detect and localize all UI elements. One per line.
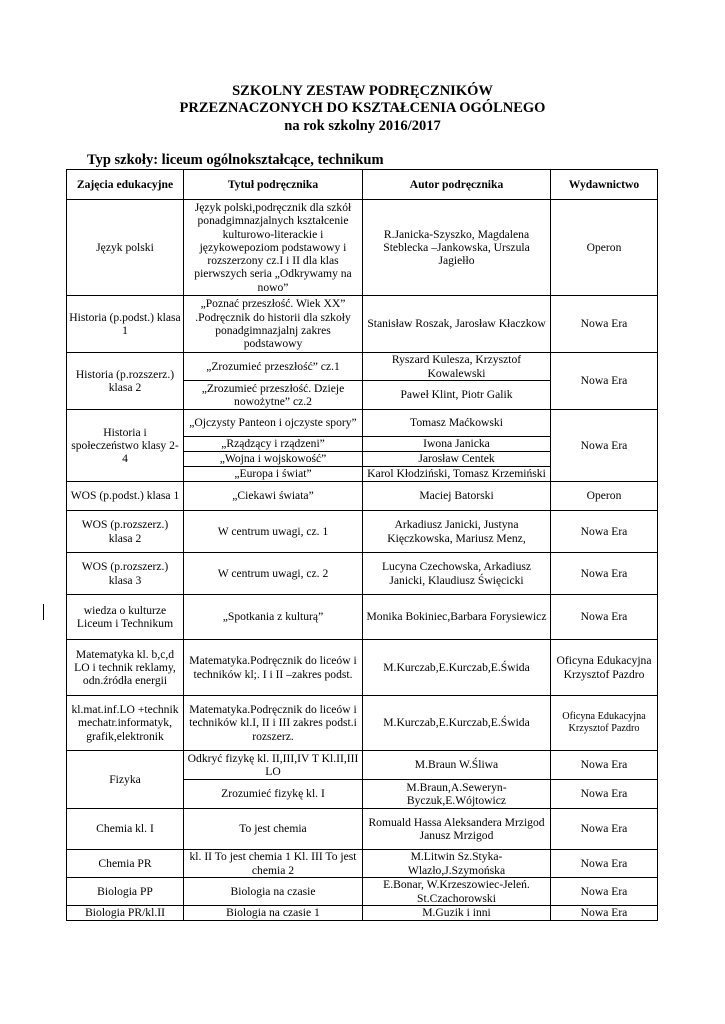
- cell-author: M.Kurczab,E.Kurczab,E.Świda: [363, 696, 551, 751]
- table-row: [67, 595, 658, 640]
- cell-publisher: Nowa Era: [551, 410, 658, 482]
- cell-author: Lucyna Czechowska, Arkadiusz Janicki, Klaudiusz Święcicki: [363, 553, 551, 595]
- cell-title: To jest chemia: [184, 809, 363, 850]
- cell-author: R.Janicka-Szyszko, Magdalena Steblecka –Jankowska, Urszula Jagiełło: [363, 200, 551, 296]
- cell-title: Matematyka.Podręcznik do liceów i techników kl;. I i II –zakres podst.: [184, 640, 363, 696]
- cell-publisher: Nowa Era: [551, 809, 658, 850]
- cell-title: „Ojczysty Panteon i ojczyste spory”: [184, 410, 363, 437]
- cell-subject: Historia (p.podst.) klasa 1: [67, 296, 184, 353]
- cell-publisher: Nowa Era: [551, 878, 658, 906]
- table-row: [67, 353, 658, 381]
- cell-author: M.Kurczab,E.Kurczab,E.Świda: [363, 640, 551, 696]
- cell-title: „Ciekawi świata”: [184, 482, 363, 511]
- cell-publisher: Oficyna Edukacyjna Krzysztof Pazdro: [551, 696, 658, 751]
- cell-subject: Historia (p.rozszerz.) klasa 2: [67, 353, 184, 410]
- cell-subject: Chemia kl. I: [67, 809, 184, 850]
- cell-subject: WOS (p.rozszerz.) klasa 3: [67, 553, 184, 595]
- table-row: [67, 850, 658, 878]
- table-row: [67, 482, 658, 511]
- cell-title: „Zrozumieć przeszłość. Dzieje nowożytne” cz.2: [184, 381, 363, 410]
- col-header-author: Autor podręcznika: [363, 170, 551, 200]
- doc-title-line1: SZKOLNY ZESTAW PODRĘCZNIKÓW: [232, 83, 493, 99]
- table-row: [67, 751, 658, 780]
- cell-subject: Matematyka kl. b,c,d LO i technik reklamy, odn.źródła energii: [67, 640, 184, 696]
- cell-title: „Zrozumieć przeszłość” cz.1: [184, 353, 363, 381]
- cell-title: kl. II To jest chemia 1 Kl. III To jest chemia 2: [184, 850, 363, 878]
- cell-subject: WOS (p.rozszerz.) klasa 2: [67, 511, 184, 553]
- cell-title: W centrum uwagi, cz. 2: [184, 553, 363, 595]
- cell-author: M.Braun W.Śliwa: [363, 751, 551, 780]
- table-row: [67, 296, 658, 353]
- cell-author: Iwona Janicka: [363, 437, 551, 452]
- table-row: [67, 906, 658, 921]
- table-row: [67, 696, 658, 751]
- cell-title: Język polski,podręcznik dla szkół ponadgimnazjalnych kształcenie kulturowo-literackie i językowepoziom podstawowy i rozszerzony cz.I i II dla klas pierwszych seria „Odkrywamy na nowo”: [184, 200, 363, 296]
- cell-publisher: Nowa Era: [551, 850, 658, 878]
- cell-subject: Chemia PR: [67, 850, 184, 878]
- table-row: [67, 878, 658, 906]
- cell-title: Odkryć fizykę kl. II,III,IV T Kl.II,III LO: [184, 751, 363, 780]
- cell-title: „Rządzący i rządzeni”: [184, 437, 363, 452]
- cell-subject: Historia i społeczeństwo klasy 2-4: [67, 410, 184, 482]
- col-header-subject: Zajęcia edukacyjne: [67, 170, 184, 200]
- cell-subject: WOS (p.podst.) klasa 1: [67, 482, 184, 511]
- cell-subject: Fizyka: [67, 751, 184, 809]
- table-row: [67, 511, 658, 553]
- cell-publisher: Operon: [551, 200, 658, 296]
- cell-publisher: Nowa Era: [551, 751, 658, 780]
- doc-title-line3: na rok szkolny 2016/2017: [284, 118, 441, 134]
- cell-author: Karol Kłodziński, Tomasz Krzemiński: [363, 467, 551, 482]
- cell-publisher: Nowa Era: [551, 553, 658, 595]
- cell-author: Monika Bokiniec,Barbara Forysiewicz: [363, 595, 551, 640]
- cell-title: W centrum uwagi, cz. 1: [184, 511, 363, 553]
- cell-author: M.Braun,A.Seweryn-Byczuk,E.Wójtowicz: [363, 780, 551, 809]
- cell-publisher: Nowa Era: [551, 511, 658, 553]
- cell-title: „Europa i świat”: [184, 467, 363, 482]
- table-row: [67, 200, 658, 296]
- cell-publisher: Nowa Era: [551, 906, 658, 921]
- cell-subject: wiedza o kulturze Liceum i Technikum: [67, 595, 184, 640]
- cell-subject: Język polski: [67, 200, 184, 296]
- cell-title: Matematyka.Podręcznik do liceów i techników kl.I, II i III zakres podst.i rozszerz.: [184, 696, 363, 751]
- cell-author: Ryszard Kulesza, Krzysztof Kowalewski: [363, 353, 551, 381]
- table-row: [67, 553, 658, 595]
- margin-mark: [43, 604, 44, 620]
- table-row: [67, 640, 658, 696]
- col-header-publisher: Wydawnictwo: [551, 170, 658, 200]
- cell-publisher: Operon: [551, 482, 658, 511]
- cell-title: „Wojna i wojskowość”: [184, 452, 363, 467]
- cell-author: E.Bonar, W.Krzeszowiec-Jeleń. St.Czachorowski: [363, 878, 551, 906]
- cell-author: Romuald Hassa Aleksandera Mrzigod Janusz Mrzigod: [363, 809, 551, 850]
- cell-subject: Biologia PP: [67, 878, 184, 906]
- col-header-title: Tytuł podręcznika: [184, 170, 363, 200]
- cell-title: Zrozumieć fizykę kl. I: [184, 780, 363, 809]
- cell-publisher: Nowa Era: [551, 780, 658, 809]
- cell-title: Biologia na czasie 1: [184, 906, 363, 921]
- table-row: [67, 410, 658, 437]
- cell-title: „Poznać przeszłość. Wiek XX” .Podręcznik do historii dla szkoły ponadgimnazjalnj zakres podstawowy: [184, 296, 363, 353]
- cell-author: Jarosław Centek: [363, 452, 551, 467]
- school-type: Typ szkoły: liceum ogólnokształcące, technikum: [87, 152, 384, 168]
- cell-publisher: Nowa Era: [551, 296, 658, 353]
- table-header-row: [67, 170, 658, 200]
- doc-title-line2: PRZEZNACZONYCH DO KSZTAŁCENIA OGÓLNEGO: [179, 100, 546, 116]
- cell-publisher: Oficyna Edukacyjna Krzysztof Pazdro: [551, 640, 658, 696]
- cell-author: M.Litwin Sz.Styka-Wlazło,J.Szymońska: [363, 850, 551, 878]
- cell-subject: kl.mat.inf.LO +technik mechatr.informatyk, grafik,elektronik: [67, 696, 184, 751]
- cell-author: Arkadiusz Janicki, Justyna Kięczkowska, Mariusz Menz,: [363, 511, 551, 553]
- cell-author: M.Guzik i inni: [363, 906, 551, 921]
- table-row: [67, 809, 658, 850]
- cell-title: „Spotkania z kulturą”: [184, 595, 363, 640]
- cell-author: Paweł Klint, Piotr Galik: [363, 381, 551, 410]
- cell-publisher: Nowa Era: [551, 595, 658, 640]
- cell-author: Tomasz Maćkowski: [363, 410, 551, 437]
- cell-title: Biologia na czasie: [184, 878, 363, 906]
- textbook-table: [66, 169, 658, 921]
- cell-author: Stanisław Roszak, Jarosław Kłaczkow: [363, 296, 551, 353]
- cell-publisher: Nowa Era: [551, 353, 658, 410]
- cell-author: Maciej Batorski: [363, 482, 551, 511]
- cell-subject: Biologia PR/kl.II: [67, 906, 184, 921]
